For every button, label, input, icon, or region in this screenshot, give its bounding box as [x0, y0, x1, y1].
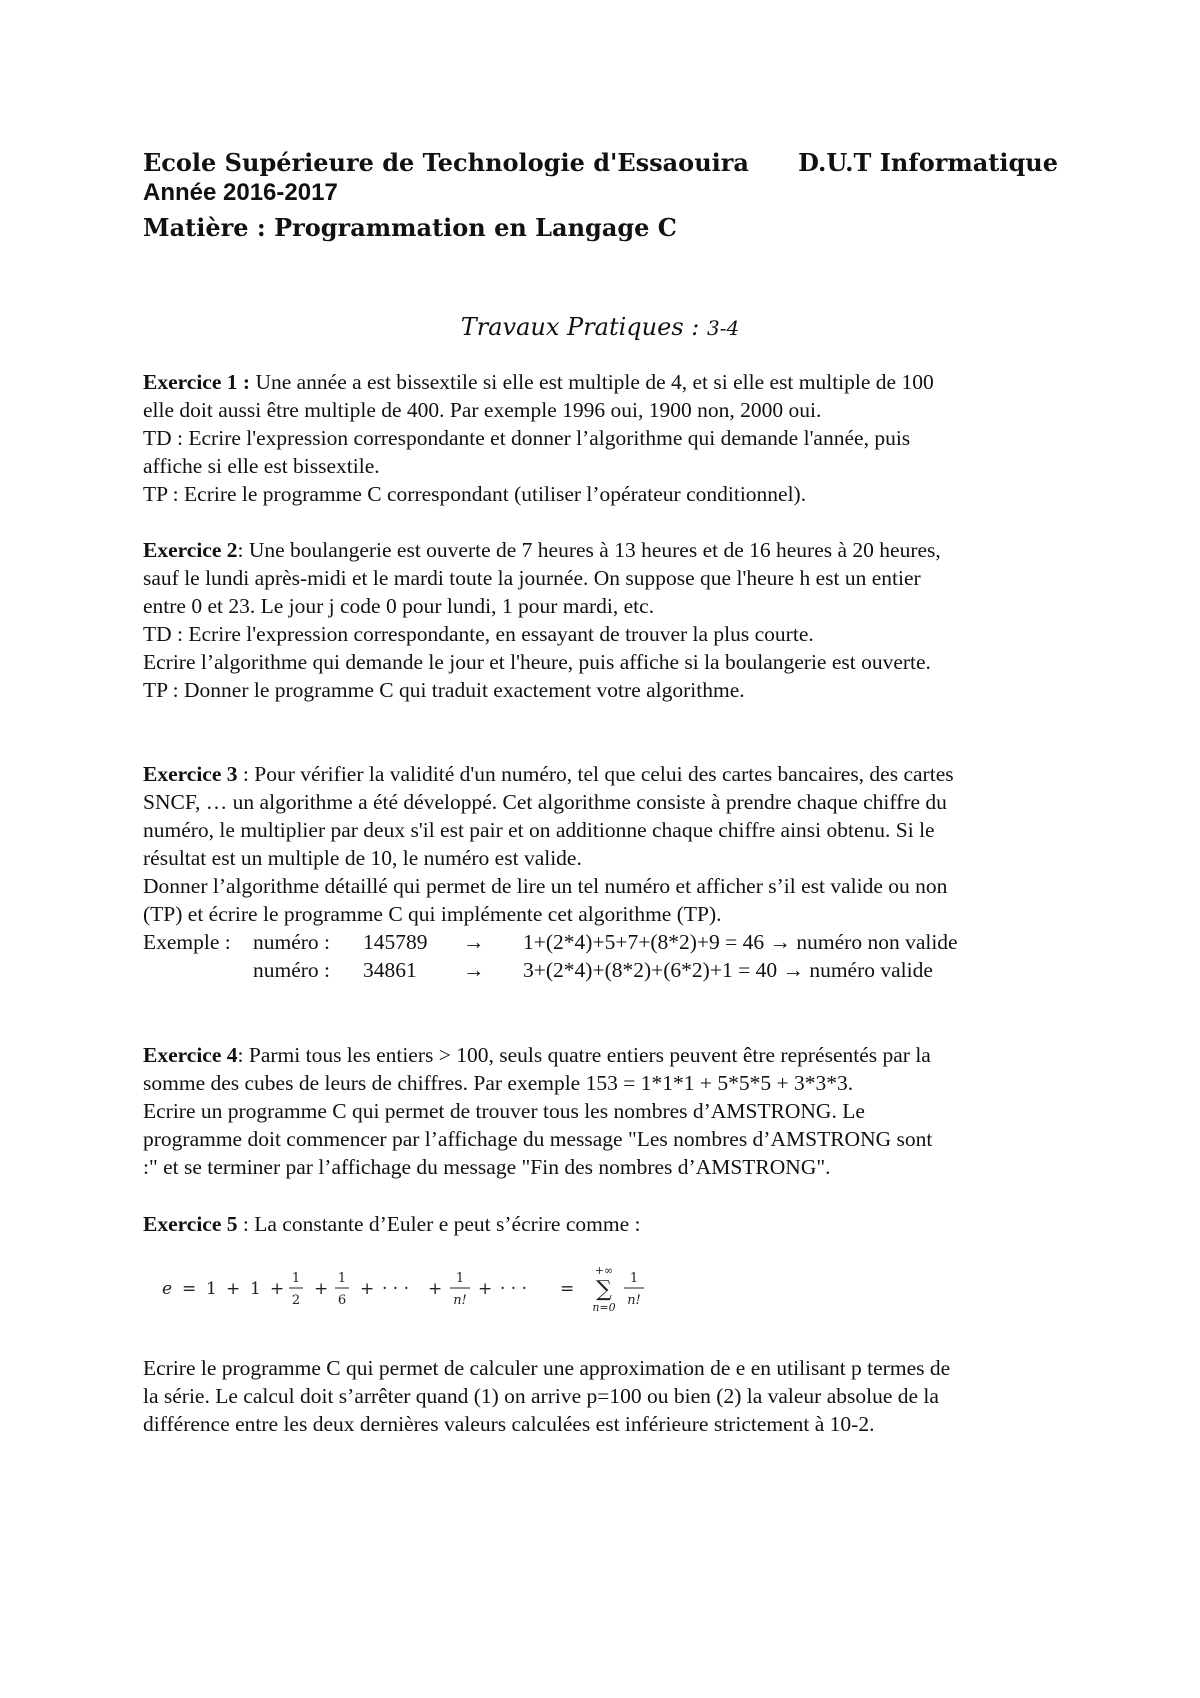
formula-equals: =	[560, 1279, 575, 1299]
exercise-2-line: TP : Donner le programme C qui traduit exactement votre algorithme.	[143, 678, 745, 702]
exercise-5-intro: : La constante d’Euler e peut s’écrire comme :	[237, 1212, 641, 1236]
exercise-5-text	[143, 1354, 1073, 1438]
fraction-denominator: n!	[453, 1293, 467, 1308]
euler-formula	[160, 1262, 720, 1314]
exercise-5-label: Exercice 5	[143, 1212, 238, 1236]
exercise-4-line: somme des cubes de leurs de chiffres. Par exemple 153 = 1*1*1 + 5*5*5 + 3*3*3.	[143, 1071, 854, 1095]
fraction-denominator: 2	[291, 1293, 301, 1308]
exercise-1	[143, 368, 1073, 508]
school-name: Ecole Supérieure de Technologie d'Essaouira	[143, 148, 749, 177]
sum-lower-bound: n=0	[592, 1301, 616, 1314]
exercise-1-line: TP : Ecrire le programme C correspondant (utiliser l’opérateur conditionnel).	[143, 482, 807, 506]
exercise-1-line: elle doit aussi être multiple de 400. Par exemple 1996 oui, 1900 non, 2000 oui.	[143, 398, 822, 422]
exercise-3-label: Exercice 3	[143, 762, 238, 786]
exercise-2	[143, 536, 1073, 704]
exercise-2-line: entre 0 et 23. Le jour j code 0 pour lundi, 1 pour mardi, etc.	[143, 594, 655, 618]
example-calculation: 3+(2*4)+(8*2)+(6*2)+1 = 40 → numéro valide	[523, 958, 933, 982]
formula-plus: +	[360, 1279, 375, 1299]
title-text: Travaux Pratiques :	[460, 313, 700, 341]
exercise-3-line: (TP) et écrire le programme C qui implémente cet algorithme (TP).	[143, 902, 722, 926]
fraction-numerator: 1	[455, 1271, 465, 1286]
formula-plus: +	[226, 1279, 241, 1299]
fraction-denominator: n!	[627, 1293, 641, 1308]
exercise-4-line: : Parmi tous les entiers > 100, seuls quatre entiers peuvent être représentés par la	[237, 1043, 931, 1067]
formula-plus: +	[270, 1279, 285, 1299]
example-number: 145789	[363, 930, 428, 954]
exercise-3-line: résultat est un multiple de 10, le numéro est valide.	[143, 846, 582, 870]
example-number: 34861	[363, 958, 417, 982]
exercise-3-line: SNCF, … un algorithme a été développé. Cet algorithme consiste à prendre chaque chiffre du	[143, 790, 947, 814]
formula-term: 1	[206, 1279, 217, 1299]
formula-equals: =	[182, 1279, 197, 1299]
arrow-icon: →	[463, 958, 485, 982]
exercise-3-line: : Pour vérifier la validité d'un numéro, tel que celui des cartes bancaires, des cartes	[237, 762, 954, 786]
exercise-1-label: Exercice 1 :	[143, 370, 251, 394]
arrow-icon: →	[463, 930, 485, 954]
example-number-label: numéro :	[253, 930, 331, 954]
exercise-4	[143, 1041, 1073, 1181]
exercise-1-line: TD : Ecrire l'expression correspondante et donner l’algorithme qui demande l'année, puis	[143, 426, 911, 450]
example-calculation: 1+(2*4)+5+7+(8*2)+9 = 46 → numéro non valide	[523, 930, 958, 954]
sigma-icon: ∑	[596, 1277, 612, 1302]
exercise-5-line: différence entre les deux dernières valeurs calculées est inférieure strictement à 10-2.	[143, 1412, 875, 1436]
example-row	[143, 956, 1073, 984]
exercise-5	[143, 1210, 1073, 1238]
fraction-denominator: 6	[337, 1293, 347, 1308]
formula-ellipsis: · · ·	[500, 1279, 528, 1299]
exercise-2-label: Exercice 2	[143, 538, 238, 562]
example-label: Exemple :	[143, 930, 231, 954]
academic-year: Année 2016-2017	[143, 179, 338, 206]
program-name: D.U.T Informatique	[798, 148, 1058, 177]
formula-ellipsis: · · ·	[382, 1279, 410, 1299]
example-row	[143, 928, 1073, 956]
title-number: 3-4	[707, 316, 740, 340]
subject-line: Matière : Programmation en Langage C	[143, 213, 677, 242]
page-title	[0, 312, 1200, 343]
exercise-1-line: affiche si elle est bissextile.	[143, 454, 380, 478]
example-number-label: numéro :	[253, 958, 331, 982]
formula-lhs: e	[162, 1279, 173, 1299]
exercise-4-line: programme doit commencer par l’affichage du message "Les nombres d’AMSTRONG sont	[143, 1127, 933, 1151]
formula-plus: +	[478, 1279, 493, 1299]
exercise-2-line: Ecrire l’algorithme qui demande le jour et l'heure, puis affiche si la boulangerie est ouverte.	[143, 650, 931, 674]
exercise-2-line: TD : Ecrire l'expression correspondante, en essayant de trouver la plus courte.	[143, 622, 814, 646]
exercise-4-label: Exercice 4	[143, 1043, 238, 1067]
exercise-3-line: numéro, le multiplier par deux s'il est pair et on additionne chaque chiffre ainsi obtenu. Si le	[143, 818, 935, 842]
exercise-1-line: Une année a est bissextile si elle est multiple de 4, et si elle est multiple de 100	[255, 370, 934, 394]
formula-plus: +	[314, 1279, 329, 1299]
exercise-2-line: sauf le lundi après-midi et le mardi toute la journée. On suppose que l'heure h est un entier	[143, 566, 921, 590]
exercise-2-line: : Une boulangerie est ouverte de 7 heures à 13 heures et de 16 heures à 20 heures,	[237, 538, 941, 562]
exercise-3-line: Donner l’algorithme détaillé qui permet de lire un tel numéro et afficher s’il est valide ou non	[143, 874, 948, 898]
exercise-5-line: la série. Le calcul doit s’arrêter quand (1) on arrive p=100 ou bien (2) la valeur absolue de la	[143, 1384, 939, 1408]
exercise-4-line: Ecrire un programme C qui permet de trouver tous les nombres d’AMSTRONG. Le	[143, 1099, 865, 1123]
fraction-numerator: 1	[291, 1271, 301, 1286]
fraction-numerator: 1	[337, 1271, 347, 1286]
formula-plus: +	[428, 1279, 443, 1299]
sum-upper-bound: +∞	[594, 1264, 614, 1277]
formula-term: 1	[250, 1279, 261, 1299]
exercise-4-line: :" et se terminer par l’affichage du message "Fin des nombres d’AMSTRONG".	[143, 1155, 831, 1179]
exercise-5-line: Ecrire le programme C qui permet de calculer une approximation de e en utilisant p termes de	[143, 1356, 951, 1380]
fraction-numerator: 1	[629, 1271, 639, 1286]
exercise-3	[143, 760, 1073, 984]
